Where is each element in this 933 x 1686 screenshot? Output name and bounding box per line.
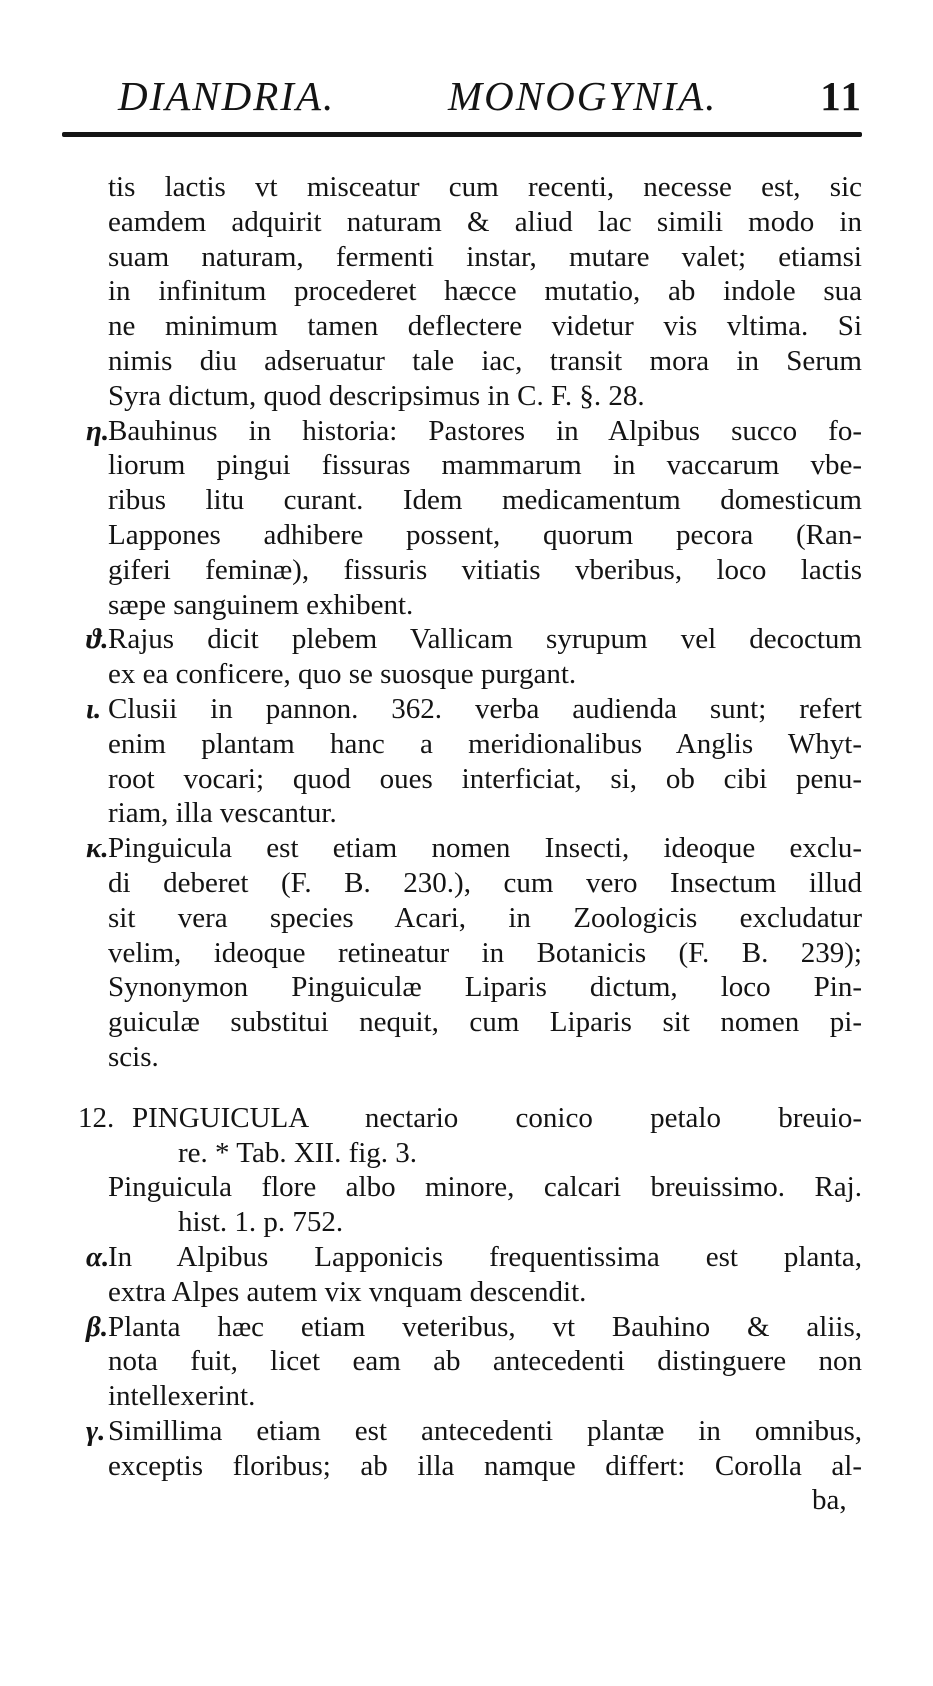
text-line: ribus litu curant. Idem medicamentum domesticum — [108, 484, 862, 517]
text-line: nota fuit, licet eam ab antecedenti distinguere non — [108, 1345, 862, 1378]
text-line: sit vera species Acari, in Zoologicis excludatur — [108, 901, 862, 934]
obs-gamma: γ. Simillima etiam est antecedenti plantæ in omnibus, — [86, 1414, 862, 1447]
text-line: di deberet (F. B. 230.), cum vero Insectum illud — [108, 866, 862, 899]
text-line: extra Alpes autem vix vnquam descendit. — [108, 1275, 587, 1308]
obs-beta: β. Planta hæc etiam veteribus, vt Bauhino & aliis, — [86, 1310, 862, 1343]
text-line: velim, ideoque retineatur in Botanicis (F. B. 239); — [108, 936, 862, 969]
text-line: intellexerint. — [108, 1380, 256, 1413]
header-rule — [62, 132, 862, 137]
section-gap — [0, 1075, 933, 1101]
page-number: 11 — [820, 73, 863, 119]
note-marker: β. — [86, 1310, 109, 1343]
text-line: ex ea conficere, quo se suosque purgant. — [108, 658, 577, 691]
note-marker: η. — [86, 414, 110, 447]
species-number: 12. — [78, 1101, 115, 1134]
text-line: Lappones adhibere possent, quorum pecora (Ran- — [108, 518, 862, 551]
text-line: in infinitum procederet hæcce mutatio, ab indole sua — [108, 275, 862, 308]
text-line: sæpe sanguinem exhibent. — [108, 588, 414, 621]
note-theta: ϑ. Rajus dicit plebem Vallicam syrupum vel decoctum — [86, 623, 862, 656]
text-line: hist. 1. p. 752. — [178, 1206, 344, 1239]
text-line: Syra dictum, quod descripsimus in C. F. §. 28. — [108, 379, 645, 412]
obs-alpha: α. In Alpibus Lapponicis frequentissima est planta, — [86, 1240, 862, 1273]
text-line: tis lactis vt misceatur cum recenti, necesse est, sic — [108, 171, 862, 203]
text-line: eamdem adquirit naturam & aliud lac simili modo in — [108, 205, 862, 238]
note-marker: ϑ. — [86, 623, 109, 656]
text-line: guiculæ substitui nequit, cum Liparis sit nomen pi- — [108, 1006, 862, 1039]
text-line: enim plantam hanc a meridionalibus Anglis Whyt- — [108, 727, 862, 760]
running-head — [118, 72, 863, 128]
text-line: re. * Tab. XII. fig. 3. — [178, 1136, 418, 1169]
note-marker: γ. — [86, 1414, 106, 1447]
text-line: liorum pingui fissuras mammarum in vaccarum vbe- — [108, 449, 862, 482]
text-line: riam, illa vescantur. — [108, 797, 337, 830]
text-line: exceptis floribus; ab illa namque differt: Corolla al- — [108, 1449, 862, 1482]
text-line: root vocari; quod oues interficiat, si, ob cibi penu- — [108, 762, 862, 795]
catchword-line — [0, 1483, 933, 1518]
text-line: Synonymon Pinguiculæ Liparis dictum, loco Pin- — [108, 971, 862, 1004]
species-entry — [0, 1101, 933, 1136]
note-marker: α. — [86, 1240, 110, 1273]
note-iota: ι. Clusii in pannon. 362. verba audienda sunt; refert — [86, 692, 862, 725]
text-line: suam naturam, fermenti instar, mutare valet; etiamsi — [108, 240, 862, 273]
species-diagnosis: PINGUICULA nectario conico petalo breuio- — [132, 1101, 862, 1134]
running-head-order: MONOGYNIA. — [448, 73, 718, 119]
note-eta: η. Bauhinus in historia: Pastores in Alpibus succo fo- — [86, 414, 862, 447]
running-head-class: DIANDRIA. — [118, 73, 336, 119]
text-line: nimis diu adseruatur tale iac, transit mora in Serum — [108, 344, 862, 377]
text-line: scis. — [108, 1040, 159, 1073]
note-marker: κ. — [86, 832, 109, 865]
catchword: ba, — [812, 1484, 847, 1517]
note-kappa: κ. Pinguicula est etiam nomen Insecti, ideoque exclu- — [86, 832, 862, 865]
synonym-line: Pinguicula flore albo minore, calcari breuissimo. Raj. — [108, 1171, 862, 1204]
text-line: giferi feminæ), fissuris vitiatis vberibus, loco lactis — [108, 553, 862, 586]
body-text — [0, 170, 933, 1518]
note-marker: ι. — [86, 692, 102, 725]
text-line: ne minimum tamen deflectere videtur vis vltima. Si — [108, 310, 862, 343]
